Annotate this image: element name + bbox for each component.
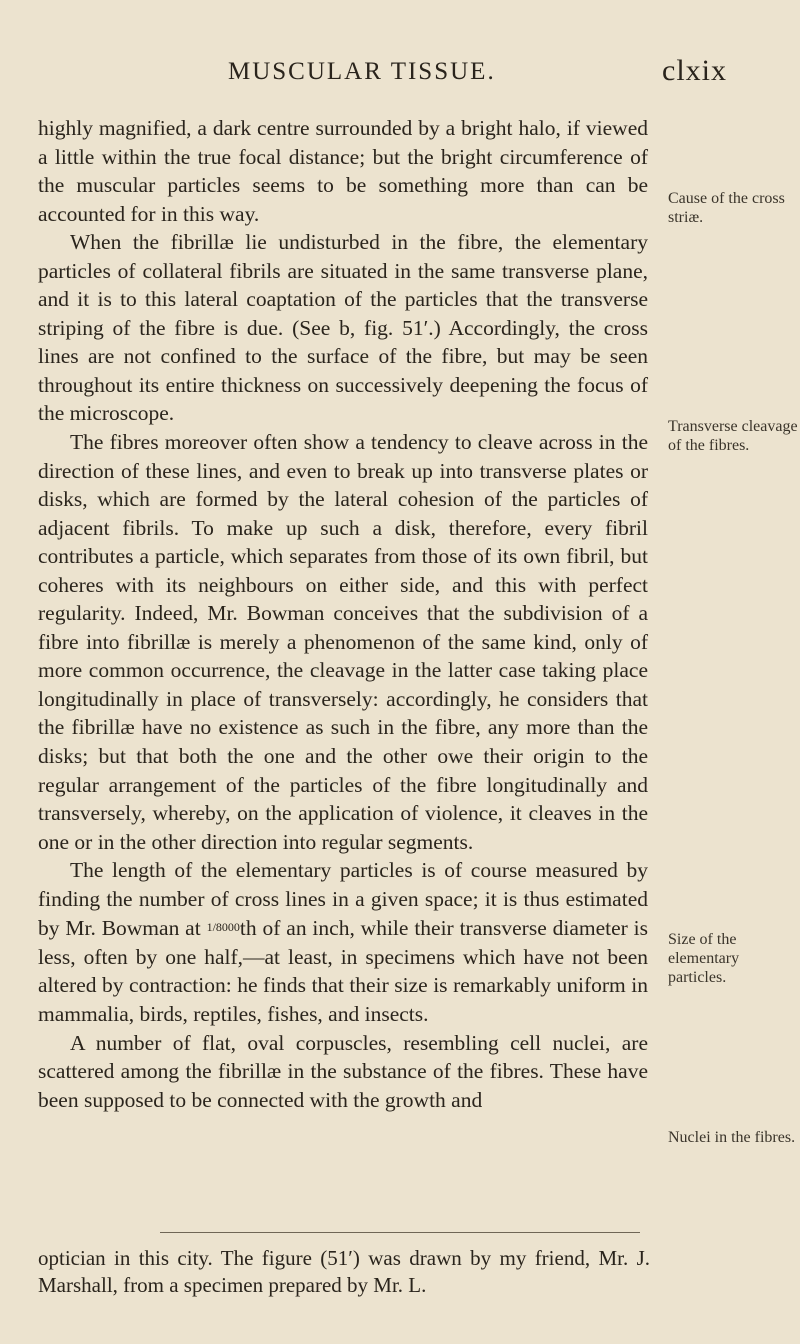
- paragraph-4-start: The length of the elementary particles is of course measured by finding the number of cross lines in a given space; it is thus estimated by Mr. Bowman at: [38, 858, 648, 941]
- running-title: MUSCULAR TISSUE.: [228, 58, 496, 85]
- sidenote-nuclei: Nuclei in the fibres.: [668, 1129, 796, 1146]
- footnote: [38, 1245, 650, 1299]
- main-text: [38, 114, 648, 1114]
- sidenote-particle-size: Size of the elementary particles.: [668, 931, 740, 986]
- page-number: clxix: [662, 54, 727, 87]
- paragraph-1: highly magnified, a dark centre surrounded by a bright halo, if viewed a little within the true focal distance; but the bright circumference of the muscular particles seems to be something more than can be accounted for in this way.: [38, 116, 648, 226]
- page-header: [0, 54, 800, 98]
- paragraph-2: When the fibrillæ lie undisturbed in the fibre, the elementary particles of collateral fibrils are situated in the same transverse plane, and it is to this lateral coaptation of the particles that the transverse striping of the fibre is due. (See b, fig. 51′.) Accordingly, the cross lines are not confined to the surface of the fibre, but may be seen throughout its entire thickness on successively deepening the focus of the microscope.: [38, 230, 648, 426]
- footnote-text: optician in this city. The figure (51′) was drawn by my friend, Mr. J. Marshall, from a specimen prepared by Mr. L.: [38, 1246, 650, 1297]
- paragraph-5: A number of flat, oval corpuscles, resembling cell nuclei, are scattered among the fibrillæ in the substance of the fibres. These have been supposed to be connected with the growth and: [38, 1030, 648, 1112]
- sidenote-transverse-cleavage: Transverse cleavage of the fibres.: [668, 418, 798, 454]
- fraction: 1/8000: [206, 920, 240, 935]
- sidenote-cross-striae: Cause of the cross striæ.: [668, 190, 785, 226]
- paragraph-4: [38, 856, 648, 1028]
- paragraph-3: The fibres moreover often show a tendency to cleave across in the direction of these lines, and even to break up into transverse plates or disks, which are formed by the lateral cohesion of the particles of adjacent fibrils. To make up such a disk, therefore, every fibril contributes a particle, which separates from those of its own fibril, but coheres with its neighbours on either side, and this with perfect regularity. Indeed, Mr. Bowman conceives that the subdivision of a fibre into fibrillæ is merely a phenomenon of the same kind, only of more common occurrence, the cleavage in the latter case taking place longitudinally in place of transversely: accordingly, he considers that the fibrillæ have no existence as such in the fibre, any more than the disks; but that both the one and the other owe their origin to the regular arrangement of the particles of the fibre longitudinally and transversely, whereby, on the application of violence, it cleaves in the one or in the other direction into regular segments.: [38, 430, 648, 854]
- paragraph-4-end: th of an inch, while their transverse diameter is less, often by one half,—at least, in specimens which have not been altered by contraction: he finds that their size is remarkably uniform in mammalia, birds, reptiles, fishes, and insects.: [38, 916, 649, 1026]
- footnote-rule: [160, 1232, 640, 1233]
